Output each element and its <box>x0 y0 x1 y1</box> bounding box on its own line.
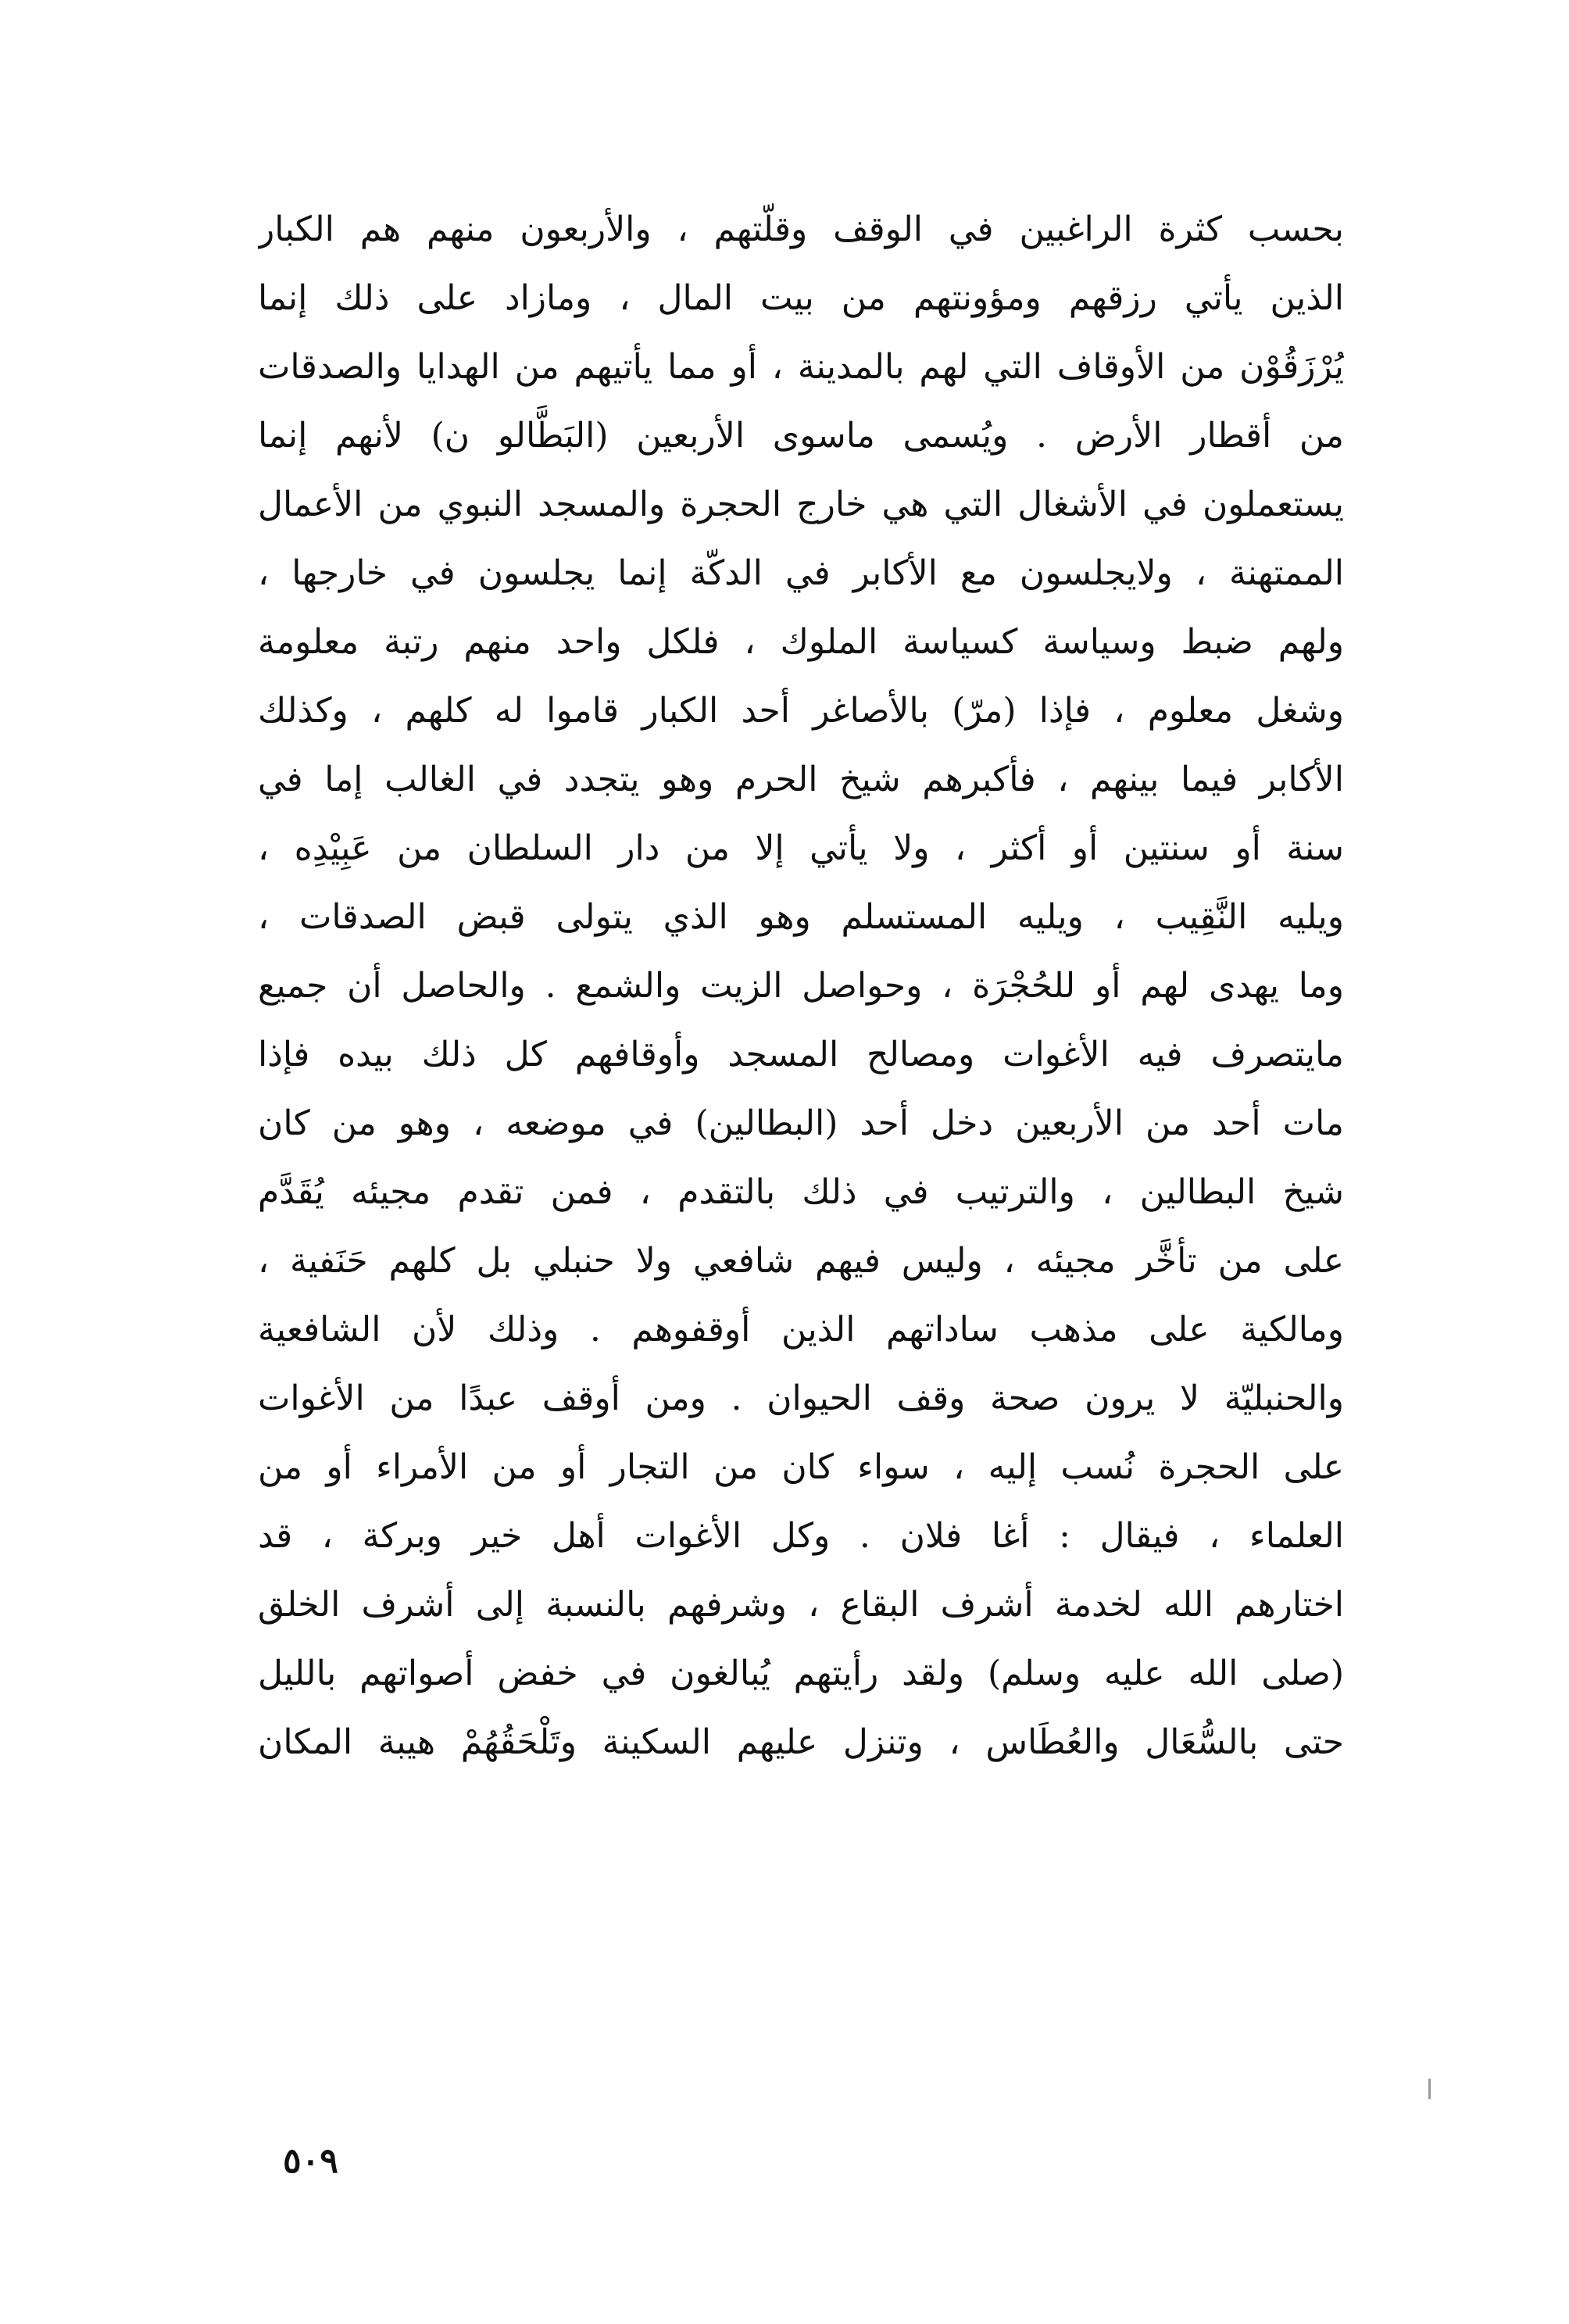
text-line: العلماء ، فيقال : أغا فلان . وكل الأغوات أهل خير وبركة ، قد <box>258 1516 1344 1556</box>
text-line: يستعملون في الأشغال التي هي خارج الحجرة والمسجد النبوي من الأعمال <box>258 484 1344 524</box>
text-line: الذين يأتي رزقهم ومؤونتهم من بيت المال ، ومازاد على ذلك إنما <box>258 278 1344 318</box>
text-line: يُرْزَقُوْن من الأوقاف التي لهم بالمدينة ، أو مما يأتيهم من الهدايا والصدقات <box>258 347 1344 387</box>
text-line: على الحجرة نُسب إليه ، سواء كان من التجار أو من الأمراء أو من <box>258 1447 1344 1487</box>
text-line: ومالكية على مذهب ساداتهم الذين أوقفوهم . وذلك لأن الشافعية <box>258 1310 1344 1350</box>
text-line: ويليه النَّقِيب ، ويليه المستسلم وهو الذي يتولى قبض الصدقات ، <box>258 897 1344 937</box>
text-line: مايتصرف فيه الأغوات ومصالح المسجد وأوقافهم كل ذلك بيده فإذا <box>258 1035 1344 1074</box>
text-line: والحنبليّة لا يرون صحة وقف الحيوان . ومن أوقف عبدًا من الأغوات <box>258 1378 1344 1418</box>
text-line: بحسب كثرة الراغبين في الوقف وقلّتهم ، والأربعون منهم هم الكبار <box>258 209 1344 249</box>
margin-mark <box>1428 2079 1431 2099</box>
text-line: مات أحد من الأربعين دخل أحد (البطالين) في موضعه ، وهو من كان <box>258 1103 1344 1143</box>
text-line: على من تأخَّر مجيئه ، وليس فيهم شافعي ولا حنبلي بل كلهم حَنَفية ، <box>258 1241 1344 1281</box>
text-line: ولهم ضبط وسياسة كسياسة الملوك ، فلكل واحد منهم رتبة معلومة <box>258 622 1344 662</box>
page-number: ٥٠٩ <box>283 2141 338 2181</box>
text-line: سنة أو سنتين أو أكثر ، ولا يأتي إلا من دار السلطان من عَبِيْدِه ، <box>258 828 1344 868</box>
text-line: وشغل معلوم ، فإذا (مرّ) بالأصاغر أحد الكبار قاموا له كلهم ، وكذلك <box>258 691 1344 731</box>
text-line: وما يهدى لهم أو للحُجْرَة ، وحواصل الزيت والشمع . والحاصل أن جميع <box>258 966 1344 1006</box>
text-line: من أقطار الأرض . ويُسمى ماسوى الأربعين (البَطَّالو ن) لأنهم إنما <box>258 416 1344 456</box>
text-line: (صلى الله عليه وسلم) ولقد رأيتهم يُبالغون في خفض أصواتهم بالليل <box>258 1654 1344 1693</box>
text-line: الأكابر فيما بينهم ، فأكبرهم شيخ الحرم وهو يتجدد في الغالب إما في <box>258 760 1344 799</box>
text-line: الممتهنة ، ولايجلسون مع الأكابر في الدكّة إنما يجلسون في خارجها ، <box>258 553 1344 593</box>
body-text <box>258 195 1344 1777</box>
text-line: حتى بالسُّعَال والعُطَاس ، وتنزل عليهم السكينة وتَلْحَقُهُمْ هيبة المكان <box>258 1722 1344 1762</box>
text-line: شيخ البطالين ، والترتيب في ذلك بالتقدم ، فمن تقدم مجيئه يُقَدَّم <box>258 1172 1344 1212</box>
text-line: اختارهم الله لخدمة أشرف البقاع ، وشرفهم بالنسبة إلى أشرف الخلق <box>258 1585 1344 1625</box>
